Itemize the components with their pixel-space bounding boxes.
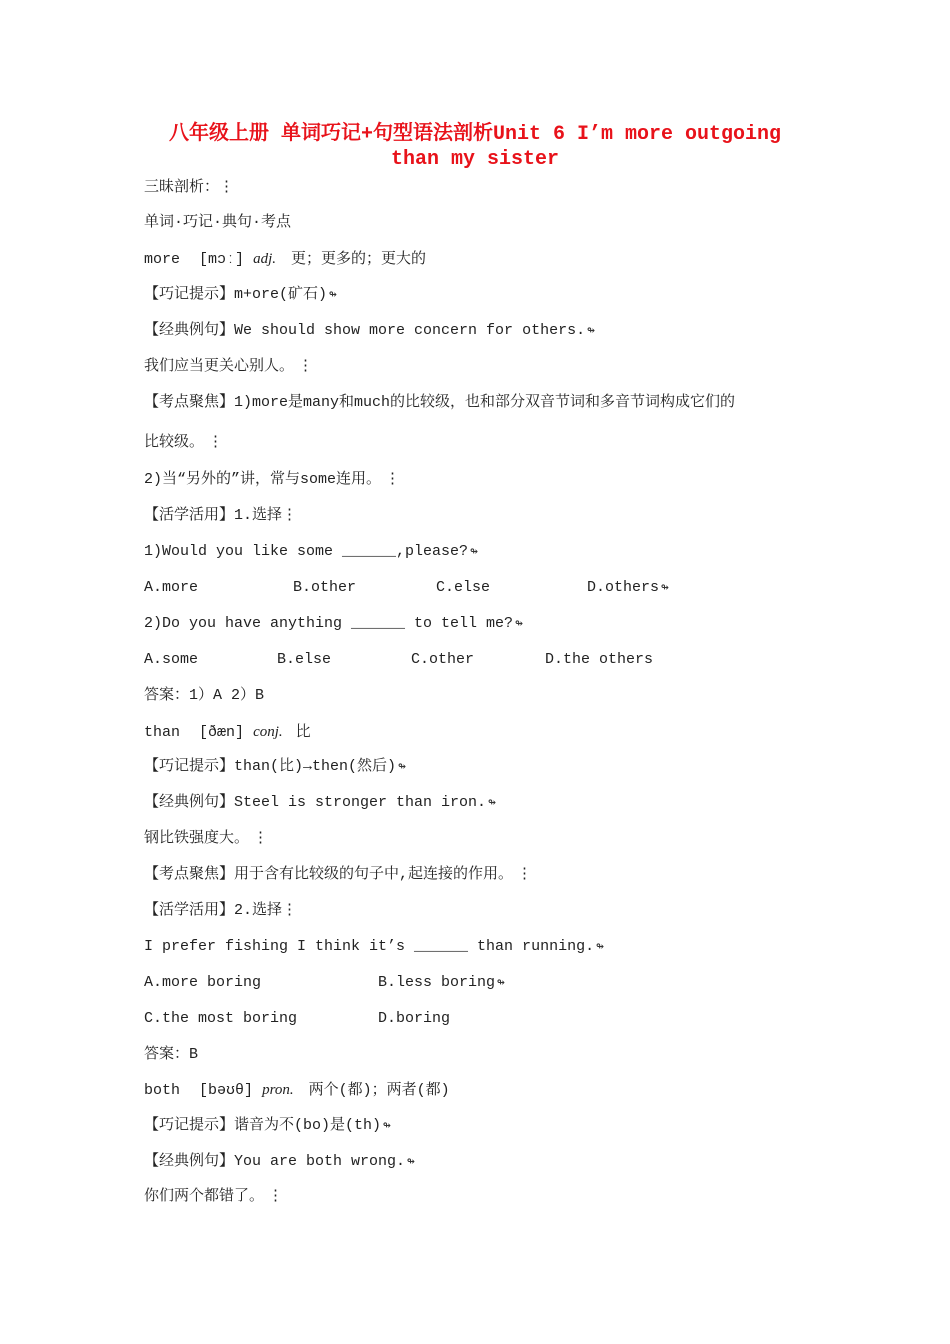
phonetic: [ðæn] [199,724,245,741]
option-a: A.more boring [144,974,262,991]
option-b: B.else [277,651,332,668]
part-of-speech: pron. [262,1082,294,1098]
meaning: 更；更多的；更大的 [291,251,427,268]
option-d: D.boring [378,1010,451,1027]
option-a: A.more [144,579,199,596]
tip-line: 【巧记提示】谐音为不(bo)是(th) ↬ [144,1117,391,1134]
translation-line: 我们应当更关心别人。 ⋮ [144,358,314,375]
meaning: 两个(都)；两者(都) [308,1082,450,1099]
document-title [140,122,810,172]
entry-than-header [144,722,311,743]
part-of-speech: adj. [253,251,276,267]
translation-line: 你们两个都错了。 ⋮ [144,1188,284,1205]
swirl-icon: ↬ [329,287,337,302]
title-line-2: than my sister [390,148,560,171]
tip-line: 【巧记提示】m+ore(矿石) ↬ [144,286,337,303]
option-b: B.other [293,579,357,596]
colon-icon: ⋮ [282,902,298,919]
meaning: 比 [295,724,311,741]
option-d: D.others ↬ [587,579,669,596]
example-line: 【经典例句】We should show more concern for others. ↬ [144,322,595,339]
swirl-icon: ↬ [470,544,478,559]
question-1-options [144,578,804,598]
colon-icon: ⋮ [517,866,533,883]
focus-line: 【考点聚焦】1)more是many和much的比较级，也和部分双音节词和多音节词构成它们的 [144,394,736,411]
option-c: C.the most boring [144,1010,298,1027]
example-line: 【经典例句】Steel is stronger than iron. ↬ [144,794,496,811]
question-3-options-row-1 [144,973,804,993]
question-1: 1)Would you like some ______,please? ↬ [144,543,478,560]
colon-icon: ⋮ [219,179,235,196]
tip-line: 【巧记提示】than(比)→then(然后) ↬ [144,758,406,775]
arrow-icon: → [303,758,313,775]
focus-line: 【考点聚焦】用于含有比较级的句子中,起连接的作用。 ⋮ [144,866,533,883]
subtitle: 单词·巧记·典句·考点 [144,214,292,231]
swirl-icon: ↬ [596,939,604,954]
colon-icon: ⋮ [253,830,269,847]
colon-icon: ⋮ [268,1188,284,1205]
headword: more [144,251,181,268]
swirl-icon: ↬ [587,323,595,338]
colon-icon: ⋮ [282,507,298,524]
answer-2: 答案：B [144,1046,199,1063]
question-3-options-row-2 [144,1009,804,1029]
phonetic: [bəʊθ] [199,1082,254,1099]
headword: than [144,724,181,741]
swirl-icon: ↬ [488,795,496,810]
option-b: B.less boring ↬ [378,974,505,991]
swirl-icon: ↬ [515,616,523,631]
intro-line: 三昧剖析：⋮ [144,179,235,196]
focus-line-continued: 比较级。 ⋮ [144,434,224,451]
example-line: 【经典例句】You are both wrong. ↬ [144,1153,415,1170]
option-d: D.the others [545,651,654,668]
option-a: A.some [144,651,199,668]
option-c: C.else [436,579,491,596]
swirl-icon: ↬ [383,1118,391,1133]
translation-line: 钢比铁强度大。 ⋮ [144,830,269,847]
answer-1: 答案：1）A 2）B [144,687,265,704]
phonetic: [mɔː] [199,251,245,268]
option-c: C.other [411,651,475,668]
colon-icon: ⋮ [385,471,401,488]
entry-both-header [144,1080,450,1101]
swirl-icon: ↬ [398,759,406,774]
practice-line: 【活学活用】2.选择⋮ [144,902,298,919]
question-2-options [144,650,804,670]
focus-line-2: 2)当“另外的”讲，常与some连用。 ⋮ [144,471,401,488]
entry-more-header [144,249,426,270]
practice-line: 【活学活用】1.选择⋮ [144,507,298,524]
swirl-icon: ↬ [407,1154,415,1169]
title-line-1: 八年级上册 单词巧记+句型语法剖析Unit 6 I’m more outgoing [168,123,782,146]
swirl-icon: ↬ [497,975,505,990]
part-of-speech: conj. [253,724,283,740]
colon-icon: ⋮ [208,434,224,451]
swirl-icon: ↬ [661,580,669,595]
question-2: 2)Do you have anything ______ to tell me? ↬ [144,615,523,632]
headword: both [144,1082,181,1099]
question-3: I prefer fishing I think it’s ______ than running. ↬ [144,938,604,955]
colon-icon: ⋮ [298,358,314,375]
